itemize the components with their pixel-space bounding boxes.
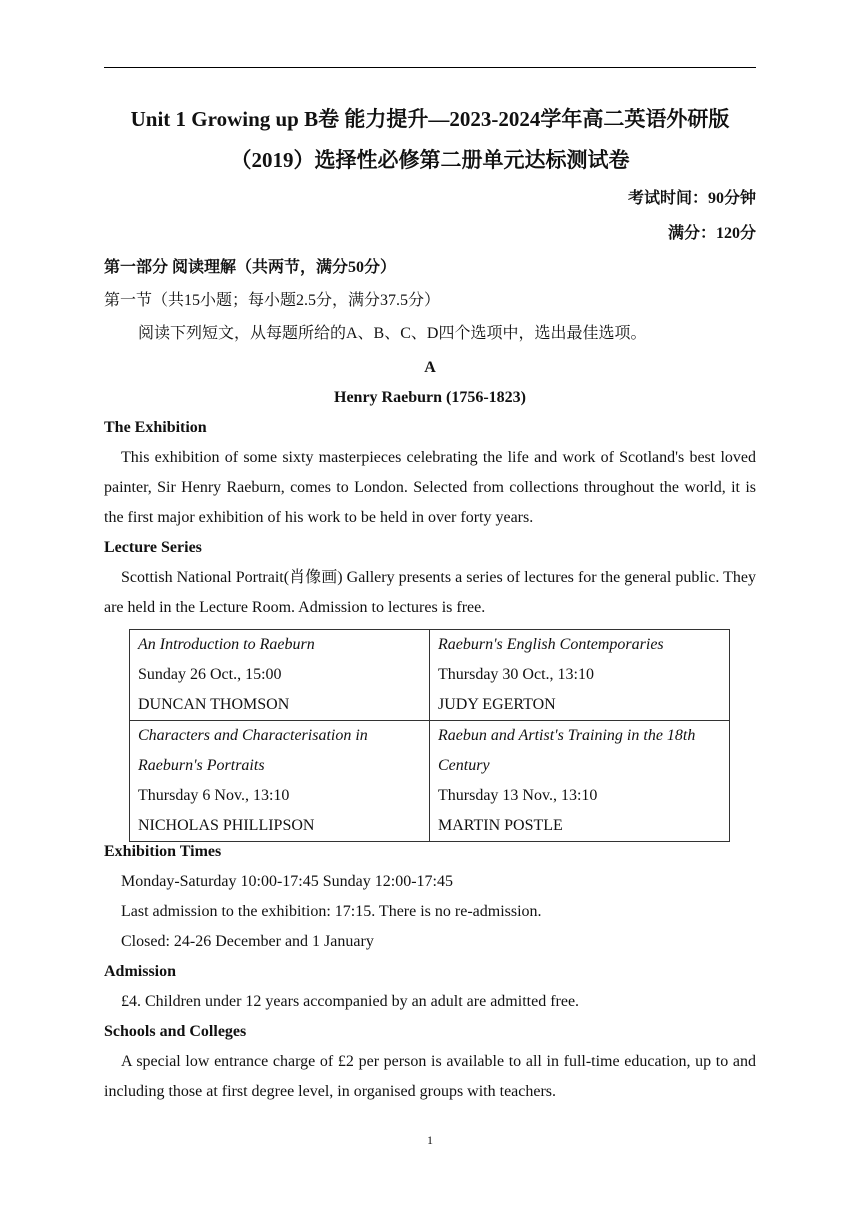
table-row xyxy=(130,630,730,721)
exhibition-text: This exhibition of some sixty masterpieces celebrating the life and work of Scotland's best loved painter, Sir Henry Raeburn, comes to London. Selected from collections throughout the world, it is the first major exhibition of his work to be held in over forty years. xyxy=(104,449,756,526)
exhibition-heading: The Exhibition xyxy=(104,419,207,436)
times-line: Closed: 24-26 December and 1 January xyxy=(121,933,374,950)
header-rule xyxy=(104,67,756,68)
lecture-title: Raebun and Artist's Training in the 18th Century xyxy=(438,727,696,774)
lecture-cell xyxy=(130,630,430,721)
lecture-speaker: JUDY EGERTON xyxy=(438,696,556,713)
instruction-text: 阅读下列短文，从每题所给的A、B、C、D四个选项中，选出最佳选项。 xyxy=(138,325,647,342)
exam-time: 考试时间：90分钟 xyxy=(627,190,756,207)
full-score: 满分：120分 xyxy=(667,225,756,242)
part-heading: 第一部分 阅读理解（共两节，满分50分） xyxy=(104,259,397,276)
lecture-speaker: DUNCAN THOMSON xyxy=(138,696,290,713)
admission-text: £4. Children under 12 years accompanied by an adult are admitted free. xyxy=(121,993,580,1010)
passage-title: Henry Raeburn (1756-1823) xyxy=(334,389,526,406)
lecture-table xyxy=(129,629,730,842)
lecture-title: Raeburn's English Contemporaries xyxy=(438,636,664,653)
times-line: Last admission to the exhibition: 17:15. There is no re-admission. xyxy=(121,903,542,920)
doc-title-line2: （2019）选择性必修第二册单元达标测试卷 xyxy=(230,148,630,172)
lecture-speaker: MARTIN POSTLE xyxy=(438,817,563,834)
lecture-date: Sunday 26 Oct., 15:00 xyxy=(138,666,282,683)
lecture-speaker: NICHOLAS PHILLIPSON xyxy=(138,817,315,834)
lecture-title: An Introduction to Raeburn xyxy=(138,636,315,653)
schools-heading: Schools and Colleges xyxy=(104,1023,247,1040)
lecture-heading: Lecture Series xyxy=(104,539,202,556)
table-row xyxy=(130,721,730,842)
lecture-cell xyxy=(430,630,730,721)
schools-text: A special low entrance charge of £2 per person is available to all in full-time education, up to and including those at first degree level, in organised groups with teachers. xyxy=(104,1053,756,1100)
lecture-title: Characters and Characterisation in Raeburn's Portraits xyxy=(138,727,368,774)
doc-title-line1: Unit 1 Growing up B卷 能力提升—2023-2024学年高二英语外研版 xyxy=(130,107,730,131)
times-heading: Exhibition Times xyxy=(104,843,222,860)
admission-heading: Admission xyxy=(104,963,177,980)
page-number: 1 xyxy=(427,1133,433,1147)
times-line: Monday-Saturday 10:00-17:45 Sunday 12:00-17:45 xyxy=(121,873,453,890)
lecture-date: Thursday 6 Nov., 13:10 xyxy=(138,787,290,804)
subsection-heading: 第一节（共15小题；每小题2.5分，满分37.5分） xyxy=(104,292,441,309)
lecture-date: Thursday 13 Nov., 13:10 xyxy=(438,787,598,804)
passage-letter: A xyxy=(424,359,436,376)
lecture-cell xyxy=(130,721,430,842)
lecture-date: Thursday 30 Oct., 13:10 xyxy=(438,666,594,683)
lecture-cell xyxy=(430,721,730,842)
lecture-text: Scottish National Portrait(肖像画) Gallery presents a series of lectures for the general public. They are held in the Lecture Room. Admission to lectures is free. xyxy=(104,569,756,616)
